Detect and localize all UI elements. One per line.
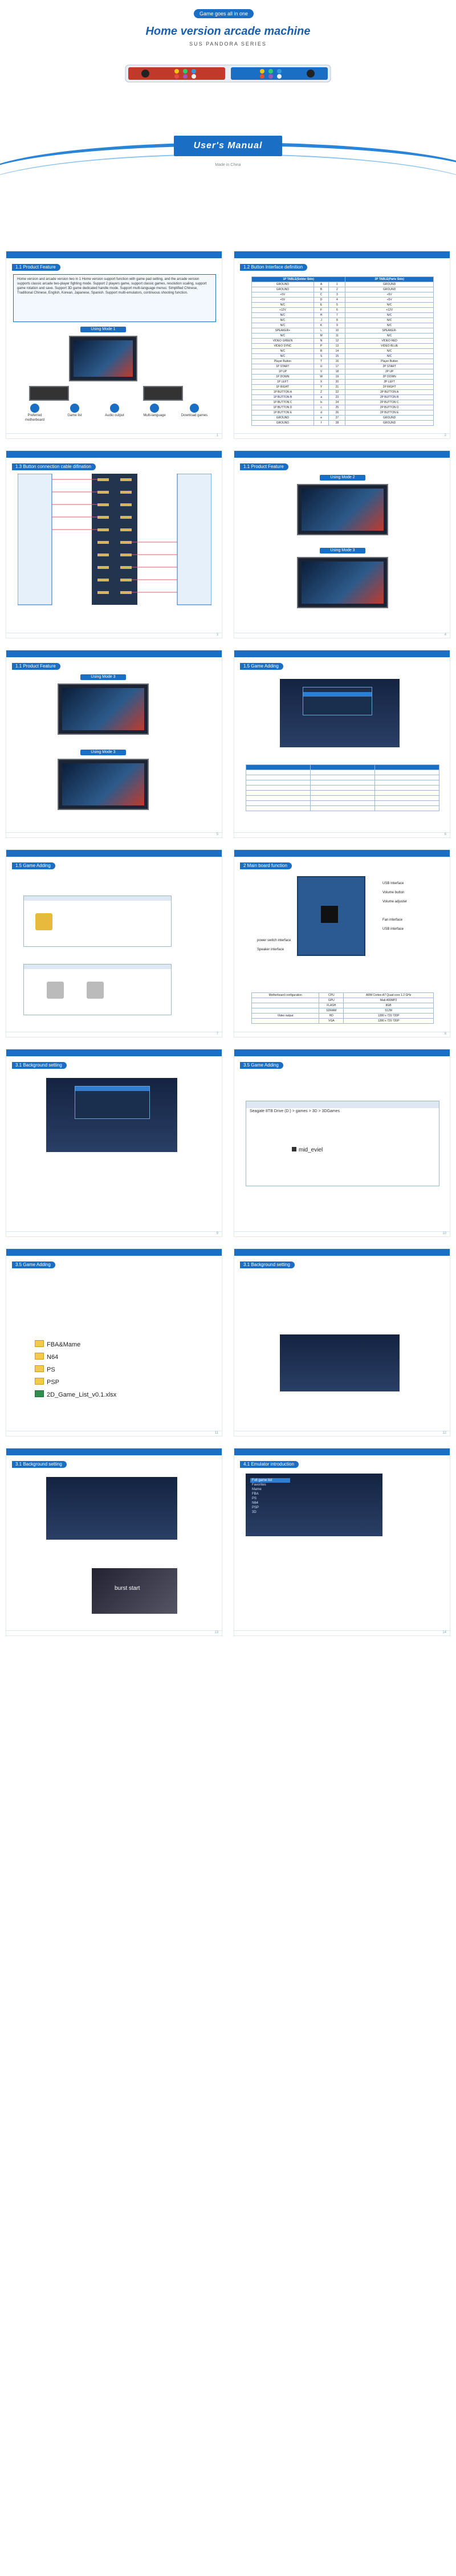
table-cell: Player Button [252, 359, 314, 364]
table-cell: J [314, 318, 329, 323]
table-row [252, 339, 434, 344]
folder-icon [35, 913, 52, 930]
explorer-window [23, 896, 172, 947]
cover-subtitle: SUS PANDORA SERIES [189, 41, 267, 47]
table-cell [252, 998, 319, 1003]
mb-label: Fan interface [382, 918, 403, 922]
monitor-illustration [69, 336, 137, 381]
section-title: 1.1 Product Feature [240, 463, 288, 470]
table-cell [252, 1008, 319, 1014]
spec-table [251, 992, 434, 1024]
table-row [252, 369, 434, 375]
table-cell: +5V [252, 298, 314, 303]
folder-icon [35, 1340, 44, 1347]
table-cell: GROUND [252, 416, 314, 421]
folder-fba[interactable]: FBA&Mame [35, 1340, 80, 1348]
table-cell: 1P BUTTON A [252, 390, 314, 395]
table-cell: U [314, 364, 329, 369]
controller-illustration [143, 386, 183, 401]
table-cell: E [314, 303, 329, 308]
table-row [252, 354, 434, 359]
emulator-menu-item[interactable]: 3D [252, 1511, 256, 1514]
table-cell: 2 [329, 287, 345, 292]
table-cell: 9 [329, 323, 345, 328]
emulator-menu [250, 1478, 290, 1515]
table-cell: R [314, 349, 329, 354]
table-cell: 2P RIGHT [345, 385, 434, 390]
section-title: 1.1 Product Feature [12, 264, 60, 271]
monitor-illustration [297, 557, 388, 608]
table-cell: 2P BUTTON C [345, 400, 434, 405]
table-cell: GROUND [345, 421, 434, 426]
table-header: 1P TABLE(Solder Side) [252, 277, 345, 282]
table-cell: SPEAKER- [345, 328, 434, 333]
table-row [252, 313, 434, 318]
icon-caption: Preferred motherboard [25, 414, 45, 422]
troubleshoot-table [246, 764, 439, 811]
feature-icons [23, 403, 211, 413]
table-cell: 8 [329, 318, 345, 323]
table-cell: N/C [345, 303, 434, 308]
table-cell: 5 [329, 303, 345, 308]
table-row [252, 1003, 434, 1008]
monitor-illustration [297, 484, 388, 535]
controller-illustration [29, 386, 69, 401]
table-cell: 2P BUTTON B [345, 395, 434, 400]
table-cell: 1 [329, 282, 345, 287]
emulator-menu-item[interactable]: Full game list [250, 1478, 290, 1483]
mode-label: Using Mode 3 [80, 674, 126, 680]
table-cell: c [314, 405, 329, 410]
mb-label: power switch interface [257, 939, 291, 942]
table-cell: 8GB [344, 1003, 434, 1008]
table-cell: VIDEO RED [345, 339, 434, 344]
table-cell: 1P START [252, 364, 314, 369]
table-cell: K [314, 323, 329, 328]
table-cell: SPEAKER+ [252, 328, 314, 333]
page-button-interface: 1.2 Button Interface definition 1P TABLE(Solder Side) 2P TABLE(Parts Side) GROUND A 1 GROUND GROUND B 2 GROUND +5V C 3 +5V +5V D 4 +5V N/C E 5 N/C +12V F 6 +12V N/C H 7 N/C N/C J 8 N/C N/C K 9 N/C SPEAKER+ L 10 SPEAKER- N/C M 11 N/C VIDEO GREEN N 12 VIDEO RED VIDEO SYNC P 13 VIDEO BLUE N/C R 14 N/C N/C S 15 N/C Player Button T 16 Player Button 1P START U 17 2P START 1P UP V 18 2P UP 1P DOWN W 19 2P DOWN 1P LEFT X 20 2P LEFT 1P RIGHT Y 21 2P RIGHT 1P BUTTON A Z 22 2P BUTTON A 1P BUTTON B a 23 2P BUTTON B 1P BUTTON C b 24 2P BUTTON C 1P BUTTON D c 25 2P BUTTON D 1P BUTTON E d 26 2P BUTTON E GROUND e 27 GROUND GROUND f 28 GROUND 2 [234, 251, 450, 439]
table-row [252, 344, 434, 349]
icon-caption: Game list [67, 414, 82, 417]
table-cell: 25 [329, 405, 345, 410]
table-cell: f [314, 421, 329, 426]
table-cell: 1P BUTTON B [252, 395, 314, 400]
table-cell [252, 1019, 319, 1024]
emulator-menu-item[interactable]: PSP [252, 1506, 259, 1509]
table-cell: Mali-400MP2 [344, 998, 434, 1003]
monitor-illustration [58, 683, 149, 735]
folder-psp[interactable]: PSP [35, 1378, 59, 1386]
table-row [252, 1019, 434, 1024]
icon-caption: Download games [181, 414, 208, 417]
table-cell: GROUND [345, 416, 434, 421]
table-row [252, 328, 434, 333]
table-row [252, 390, 434, 395]
table-row [252, 308, 434, 313]
table-cell: GROUND [252, 282, 314, 287]
section-title: 2 Main board function [240, 862, 292, 869]
table-cell: GPU [319, 998, 344, 1003]
table-cell: HD [319, 1014, 344, 1019]
table-cell: FLASH [319, 1003, 344, 1008]
table-cell: N/C [345, 333, 434, 339]
table-cell: b [314, 400, 329, 405]
table-row [252, 282, 434, 287]
table-row [252, 364, 434, 369]
table-cell: Z [314, 390, 329, 395]
mb-label: Speaker interface [257, 948, 284, 951]
table-row [252, 298, 434, 303]
settings-screenshot [280, 1334, 400, 1391]
section-title: 1.2 Button Interface definition [240, 264, 307, 271]
table-cell: e [314, 416, 329, 421]
emulator-menu-item[interactable]: PS [252, 1497, 257, 1500]
cover-title: Home version arcade machine [145, 25, 311, 38]
mode-label: Using Mode 3 [320, 548, 365, 554]
table-cell: C [314, 292, 329, 298]
table-row [252, 405, 434, 410]
table-cell: 15 [329, 354, 345, 359]
table-cell: 28 [329, 421, 345, 426]
table-row [252, 1008, 434, 1014]
table-row [252, 287, 434, 292]
table-cell: 1P DOWN [252, 375, 314, 380]
table-cell: W [314, 375, 329, 380]
feature-bullets: Home version and arcade version two in 1 Home version support function with game pad setting, and the arcade version supports classic arcade two-player fighting mode. Support 2 players game, support classic games, resolution scaling, support game rotation and save. Support 3D game dedicated handle mode. Support multi-language menus: Simplified Chinese, Traditional Chinese, English, Korean, Japanese, Spanish. Support multi-emulators, continuous shooting function. [17, 278, 207, 295]
table-cell: 23 [329, 395, 345, 400]
table-row [252, 993, 434, 998]
table-cell: 16 [329, 359, 345, 364]
table-row [252, 1014, 434, 1019]
table-cell: B [314, 287, 329, 292]
section-title: 1.5 Game Adding [12, 862, 55, 869]
table-cell: N/C [252, 323, 314, 328]
page-emulator-intro: 4.1 Emulator introduction Full game list Favorites Mame FBA PS N64 PSP 3D 14 [234, 1448, 450, 1636]
table-cell: SDRAM [319, 1008, 344, 1014]
table-cell: N/C [252, 349, 314, 354]
table-cell: N/C [345, 318, 434, 323]
mb-label: Volume button [382, 891, 405, 894]
table-row [252, 385, 434, 390]
table-cell: 6 [329, 308, 345, 313]
cover-made-in: Made in China [215, 163, 241, 167]
table-row [252, 323, 434, 328]
section-title: 1.1 Product Feature [12, 663, 60, 670]
table-cell: Video output [252, 1014, 319, 1019]
table-cell: VIDEO GREEN [252, 339, 314, 344]
section-title: 3.1 Background setting [12, 1062, 67, 1069]
table-cell: d [314, 410, 329, 416]
monitor-illustration [58, 759, 149, 810]
table-cell: GROUND [345, 287, 434, 292]
table-cell: 2P LEFT [345, 380, 434, 385]
table-cell: 1P BUTTON E [252, 410, 314, 416]
table-cell: N/C [252, 333, 314, 339]
emulator-screenshot [246, 1474, 382, 1536]
emulator-menu-item[interactable]: Favorites [252, 1483, 266, 1487]
address-bar[interactable]: Seagate 8TB Drive (D:) > games > 3D > 3DGames [250, 1109, 340, 1113]
table-cell: T [314, 359, 329, 364]
table-cell: 1P LEFT [252, 380, 314, 385]
cable-diagram [18, 474, 211, 611]
drive-icon [47, 982, 64, 999]
folder-icon [35, 1353, 44, 1360]
table-cell: 2P DOWN [345, 375, 434, 380]
table-cell: 11 [329, 333, 345, 339]
table-cell: 2P START [345, 364, 434, 369]
table-cell: +5V [252, 292, 314, 298]
mode-label: Using Mode 3 [80, 750, 126, 755]
mode-label: Using Mode 1 [80, 327, 126, 332]
table-cell: +5V [345, 292, 434, 298]
table-row [252, 375, 434, 380]
table-cell [252, 1003, 319, 1008]
icon-caption: Audio output [105, 414, 124, 417]
section-title: 1.5 Game Adding [240, 663, 283, 670]
icon-caption: Multi-language [143, 414, 166, 417]
table-cell: a [314, 395, 329, 400]
table-cell: CPU [319, 993, 344, 998]
table-row [252, 410, 434, 416]
table-cell: GROUND [345, 282, 434, 287]
table-cell: 24 [329, 400, 345, 405]
burst-screenshot [92, 1568, 177, 1614]
table-row [252, 292, 434, 298]
page-game-adding: 1.5 Game Adding 6 [234, 650, 450, 838]
table-row [252, 421, 434, 426]
table-cell: N [314, 339, 329, 344]
folder-icon [35, 1378, 44, 1385]
explorer-window [23, 964, 172, 1015]
folder-n64[interactable]: N64 [35, 1353, 58, 1361]
table-header: 2P TABLE(Parts Side) [345, 277, 434, 282]
table-row [252, 303, 434, 308]
cover-badge: Game goes all in one [194, 9, 254, 18]
table-cell: 1P UP [252, 369, 314, 375]
table-cell: 27 [329, 416, 345, 421]
table-cell: 18 [329, 369, 345, 375]
table-cell: 22 [329, 390, 345, 395]
section-title: 3.1 Background setting [12, 1461, 67, 1468]
burst-label: burst start [115, 1585, 140, 1592]
page-product-feature-3: 1.1 Product Feature Using Mode 3 Using Mode 3 5 [6, 650, 222, 838]
table-cell: A [314, 282, 329, 287]
feature-list [13, 274, 216, 322]
section-title: 3.5 Game Adding [240, 1062, 283, 1069]
page-background-setting: 3.1 Background setting 9 [6, 1049, 222, 1237]
motherboard-photo [297, 876, 365, 956]
cover-page [0, 0, 456, 239]
table-cell: P [314, 344, 329, 349]
page-connection-cable: 1.3 Button connection cable difination 3 [6, 450, 222, 638]
table-row [252, 349, 434, 354]
spreadsheet-icon [35, 1390, 44, 1397]
table-cell: 2P BUTTON D [345, 405, 434, 410]
table-row [252, 416, 434, 421]
section-title: 1.3 Button connection cable difination [12, 463, 96, 470]
emulator-menu-item[interactable]: Mame [252, 1488, 262, 1491]
table-cell: +5V [345, 298, 434, 303]
table-cell: 1280 x 720 720P [344, 1019, 434, 1024]
page-main-board: 2 Main board function USB Interface Volume button Volume adjuster Fan interface USB interface power switch interface Speaker interface Motherboard configuration CPU ARM Cortex-A7 Quad core 1.2 GHz GPU Mali-400MP2 FLASH 8GB SDRAM 512M Video output HD 1280 x 720 720P VGA 1280 x 720 720P 8 [234, 849, 450, 1037]
settings-screenshot [46, 1078, 177, 1152]
settings-screenshot [46, 1477, 177, 1540]
page-product-feature: 1.1 Product Feature Home version and arcade version two in 1 Home version support function with game pad setting, and the arcade version supports classic arcade two-player fighting mode. Support 2 players game, support classic games, resolution scaling, support game rotation and save. Support 3D game dedicated handle mode. Support multi-language menus: Simplified Chinese, Traditional Chinese, English, Korean, Japanese, Spanish. Support multi-emulators, continuous shooting function. Using Mode 1 Preferred motherboard Game list Audio output Multi-language Download games 1 [6, 251, 222, 439]
table-cell: 10 [329, 328, 345, 333]
table-cell: VGA [319, 1019, 344, 1024]
table-cell: 19 [329, 375, 345, 380]
table-cell: VIDEO BLUE [345, 344, 434, 349]
table-cell: 13 [329, 344, 345, 349]
table-cell: N/C [252, 303, 314, 308]
table-cell: X [314, 380, 329, 385]
mb-label: Volume adjuster [382, 900, 408, 904]
table-cell: +12V [252, 308, 314, 313]
emulator-menu-item[interactable]: FBA [252, 1492, 259, 1496]
table-cell: S [314, 354, 329, 359]
page-game-adding-3: 3.5 Game Adding Seagate 8TB Drive (D:) > games > 3D > 3DGames mid_eviel 10 [234, 1049, 450, 1237]
table-cell: H [314, 313, 329, 318]
control-panel-illustration [114, 55, 342, 89]
table-cell: N/C [345, 354, 434, 359]
table-cell: N/C [345, 349, 434, 354]
settings-menu [75, 1086, 150, 1119]
table-cell: 1280 x 720 720P [344, 1014, 434, 1019]
table-cell: 512M [344, 1008, 434, 1014]
table-cell: ARM Cortex-A7 Quad core 1.2 GHz [344, 993, 434, 998]
table-row [252, 380, 434, 385]
file-game-list[interactable]: 2D_Game_List_v0.1.xlsx [35, 1390, 116, 1398]
emulator-menu-item[interactable]: N64 [252, 1501, 259, 1505]
table-cell: 20 [329, 380, 345, 385]
table-row [252, 395, 434, 400]
table-cell: Motherboard configuration [252, 993, 319, 998]
table-cell: 4 [329, 298, 345, 303]
table-cell: 26 [329, 410, 345, 416]
cpu-chip [321, 906, 338, 923]
table-row [252, 333, 434, 339]
mb-label: USB interface [382, 927, 404, 931]
settings-screenshot [280, 679, 400, 747]
table-cell: F [314, 308, 329, 313]
table-cell: Y [314, 385, 329, 390]
table-cell: GROUND [252, 421, 314, 426]
table-cell: 14 [329, 349, 345, 354]
mb-label: USB Interface [382, 882, 404, 885]
folder-icon [35, 1365, 44, 1372]
table-cell: 2P BUTTON E [345, 410, 434, 416]
mode-label: Using Mode 2 [320, 475, 365, 481]
table-cell: 1P BUTTON D [252, 405, 314, 410]
table-cell: N/C [252, 354, 314, 359]
table-cell: D [314, 298, 329, 303]
table-cell: GROUND [252, 287, 314, 292]
table-cell: N/C [252, 313, 314, 318]
table-cell: N/C [345, 313, 434, 318]
page-background-setting-2: 3.1 Background setting 12 [234, 1248, 450, 1436]
table-cell: 17 [329, 364, 345, 369]
table-row [252, 400, 434, 405]
table-cell: 21 [329, 385, 345, 390]
page-game-adding-2: 1.5 Game Adding 7 [6, 849, 222, 1037]
table-row [252, 998, 434, 1003]
table-cell: VIDEO SYNC [252, 344, 314, 349]
button-interface-table [251, 276, 434, 426]
table-cell: V [314, 369, 329, 375]
table-cell: 1P RIGHT [252, 385, 314, 390]
table-cell: 3 [329, 292, 345, 298]
section-title: 3.5 Game Adding [12, 1261, 55, 1268]
cover-manual-label: User's Manual [174, 136, 282, 156]
section-title: 4.1 Emulator introduction [240, 1461, 299, 1468]
settings-menu [303, 687, 372, 715]
table-cell: L [314, 328, 329, 333]
table-cell: +12V [345, 308, 434, 313]
table-cell: Player Button [345, 359, 434, 364]
file-entry[interactable]: mid_eviel [292, 1147, 323, 1153]
table-cell: 7 [329, 313, 345, 318]
section-title: 3.1 Background setting [240, 1261, 295, 1268]
folder-ps[interactable]: PS [35, 1365, 55, 1373]
table-cell: 2P UP [345, 369, 434, 375]
page-background-setting-3: 3.1 Background setting burst start 13 [6, 1448, 222, 1636]
page-game-adding-4: 3.5 Game Adding FBA&Mame N64 PS PSP 2D_Game_List_v0.1.xlsx 11 [6, 1248, 222, 1436]
page-product-feature-2: 1.1 Product Feature Using Mode 2 Using Mode 3 4 [234, 450, 450, 638]
table-row [252, 359, 434, 364]
file-icon [292, 1147, 296, 1151]
explorer-window [246, 1101, 439, 1186]
table-cell: 1P BUTTON C [252, 400, 314, 405]
drive-icon [87, 982, 104, 999]
table-cell: N/C [252, 318, 314, 323]
table-cell: N/C [345, 323, 434, 328]
table-cell: 12 [329, 339, 345, 344]
table-row [252, 318, 434, 323]
table-cell: M [314, 333, 329, 339]
table-cell: 2P BUTTON A [345, 390, 434, 395]
